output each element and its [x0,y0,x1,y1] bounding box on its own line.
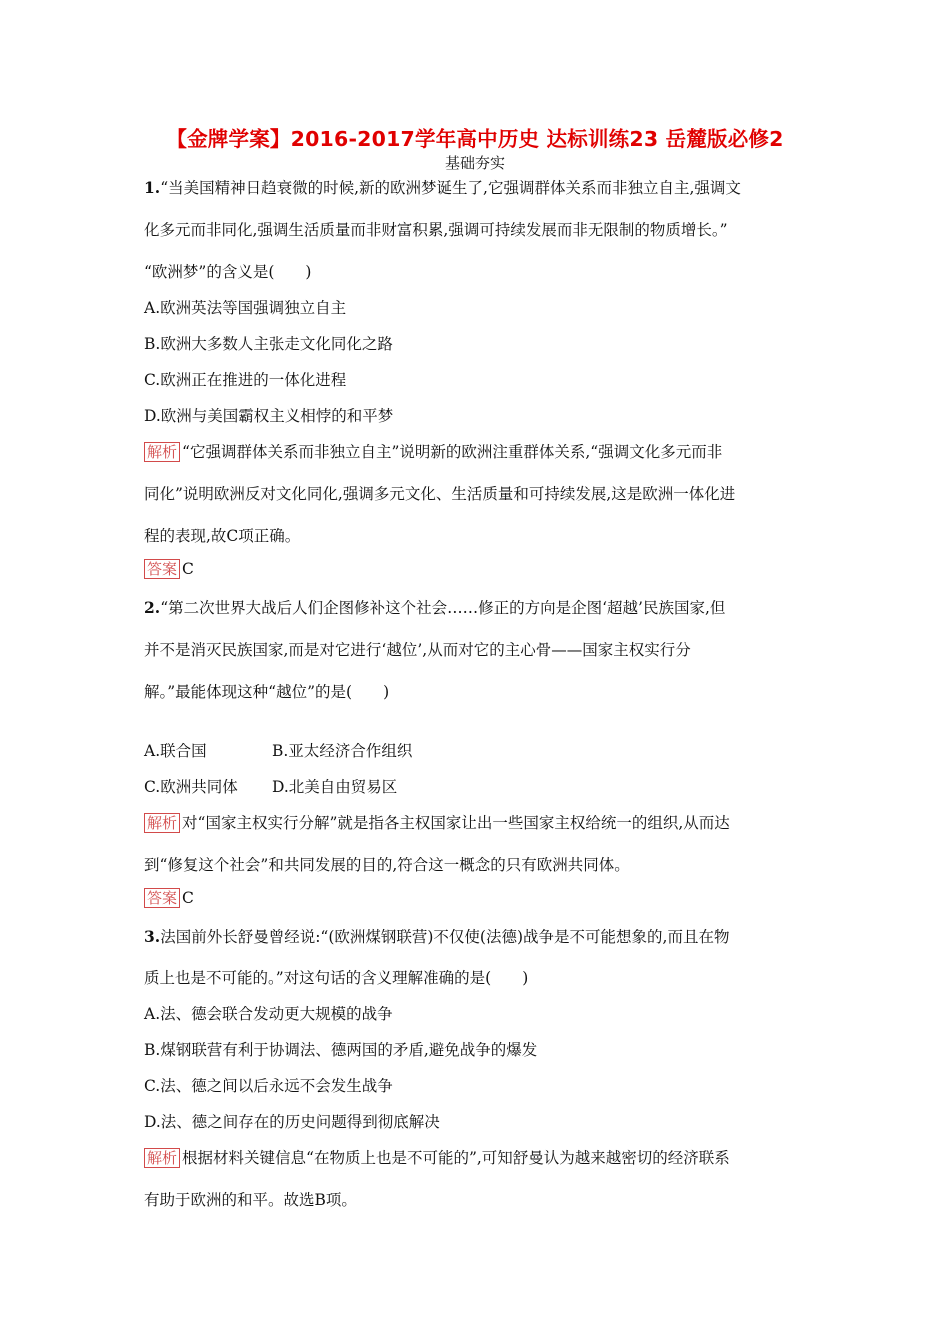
question-2-options-row-1 [144,739,544,761]
question-2-stem-line-3: 解。”最能体现这种“越位”的是( ) [144,683,390,701]
question-3-analysis-line-2: 有助于欧洲的和平。故选B项。 [144,1191,357,1209]
question-1-option-b: B.欧洲大多数人主张走文化同化之路 [144,335,393,353]
answer-tag: 答案 [144,559,180,579]
question-1-stem-line-3: “欧洲梦”的含义是( ) [144,263,312,281]
question-1-option-a: A.欧洲英法等国强调独立自主 [144,299,347,317]
answer-tag: 答案 [144,888,180,908]
question-3-option-a: A.法、德会联合发动更大规模的战争 [144,1005,393,1023]
question-1-answer: 答案 C [144,559,194,579]
question-2-stem-line-2: 并不是消灭民族国家,而是对它进行‘越位’,从而对它的主心骨——国家主权实行分 [144,641,691,659]
analysis-tag: 解析 [144,813,180,833]
document-title: 【金牌学案】2016-2017学年高中历史 达标训练23 岳麓版必修2 [166,127,784,151]
question-2-stem-line-1: 2.“第二次世界大战后人们企图修补这个社会……修正的方向是企图‘超越’民族国家,但 [144,598,726,617]
analysis-tag: 解析 [144,442,180,462]
question-3-stem-line-1: 3.法国前外长舒曼曾经说:“(欧洲煤钢联营)不仅使(法德)战争是不可能想象的,而且在物 [144,927,730,946]
question-1-option-c: C.欧洲正在推进的一体化进程 [144,371,347,389]
question-1-stem-line-1: 1.“当美国精神日趋衰微的时候,新的欧洲梦诞生了,它强调群体关系而非独立自主,强调文 [144,178,741,197]
question-2-option-a: A.联合国 [144,742,207,760]
question-3-option-b: B.煤钢联营有利于协调法、德两国的矛盾,避免战争的爆发 [144,1041,538,1059]
question-1-analysis-line-2: 同化”说明欧洲反对文化同化,强调多元文化、生活质量和可持续发展,这是欧洲一体化进 [144,485,736,503]
question-2-options-row-2 [144,775,544,797]
question-1-analysis-line-1: 解析 “它强调群体关系而非独立自主”说明新的欧洲注重群体关系,“强调文化多元而非 [144,440,722,462]
question-2-option-d: D.北美自由贸易区 [272,778,398,796]
question-1-stem-line-2: 化多元而非同化,强调生活质量而非财富积累,强调可持续发展而非无限制的物质增长。” [144,221,728,239]
question-3-number: 3. [144,927,161,946]
question-2-analysis-line-2: 到“修复这个社会”和共同发展的目的,符合这一概念的只有欧洲共同体。 [144,856,630,874]
analysis-tag: 解析 [144,1148,180,1168]
question-3-stem-line-2: 质上也是不可能的。”对这句话的含义理解准确的是( ) [144,969,529,987]
question-3-analysis-line-1: 解析 根据材料关键信息“在物质上也是不可能的”,可知舒曼认为越来越密切的经济联系 [144,1146,730,1168]
question-2-number: 2. [144,598,161,617]
question-3-option-d: D.法、德之间存在的历史问题得到彻底解决 [144,1113,440,1131]
section-subtitle: 基础夯实 [444,154,505,172]
question-1-number: 1. [144,178,161,197]
question-2-option-c: C.欧洲共同体 [144,778,238,796]
question-1-analysis-line-3: 程的表现,故C项正确。 [144,527,301,545]
question-2-option-b: B.亚太经济合作组织 [272,742,413,760]
question-2-answer: 答案 C [144,888,194,908]
question-1-option-d: D.欧洲与美国霸权主义相悖的和平梦 [144,407,394,425]
question-2-analysis-line-1: 解析 对“国家主权实行分解”就是指各主权国家让出一些国家主权给统一的组织,从而达 [144,811,730,833]
question-3-option-c: C.法、德之间以后永远不会发生战争 [144,1077,393,1095]
